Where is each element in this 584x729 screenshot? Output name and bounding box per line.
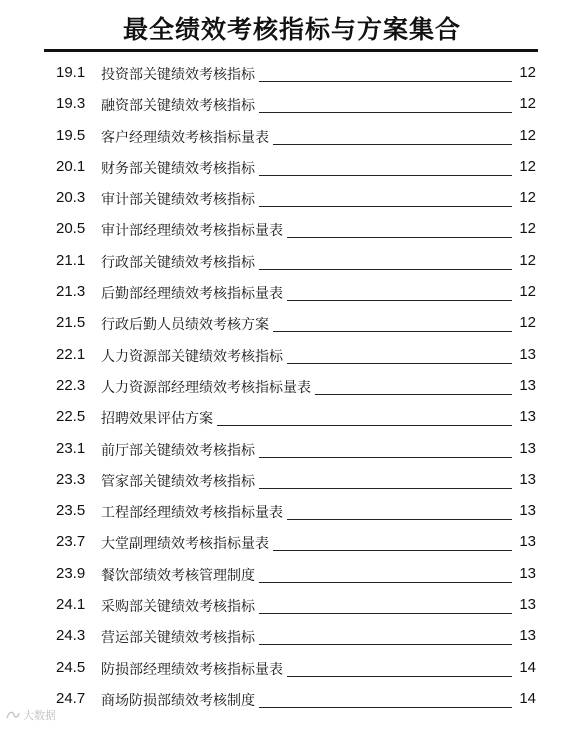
toc-entry-label: 前厅部关键绩效考核指标: [101, 442, 255, 459]
toc-entry-label: 审计部关键绩效考核指标: [101, 192, 255, 209]
document-title: 最全绩效考核指标与方案集合: [122, 15, 461, 44]
toc-leader-line: [259, 582, 512, 583]
toc-entry-number: 22.5: [56, 408, 86, 426]
toc-entry[interactable]: [0, 308, 584, 339]
toc-entry-page: 13: [519, 564, 536, 582]
toc-entry-number: 23.7: [56, 533, 86, 551]
toc-entry-page: 13: [519, 408, 536, 426]
toc-entry-label: 管家部关键绩效考核指标: [101, 473, 255, 490]
toc-entry-page: 12: [519, 251, 536, 269]
toc-entry-number: 21.1: [56, 251, 86, 269]
toc-entry-label: 防损部经理绩效考核指标量表: [101, 661, 283, 678]
toc-entry-number: 24.5: [56, 658, 86, 676]
toc-entry-page: 13: [519, 596, 536, 614]
toc-entry[interactable]: [0, 89, 584, 120]
toc-leader-line: [259, 81, 512, 82]
toc-entry-number: 20.3: [56, 189, 86, 207]
toc-entry-number: 20.1: [56, 157, 86, 175]
toc-entry-page: 13: [519, 345, 536, 363]
toc-entry-label: 招聘效果评估方案: [101, 411, 213, 428]
toc-entry[interactable]: [0, 214, 584, 245]
toc-entry-label: 人力资源部关键绩效考核指标: [101, 348, 283, 365]
toc-entry[interactable]: [0, 496, 584, 527]
toc-entry-label: 财务部关键绩效考核指标: [101, 160, 255, 177]
table-of-contents: [0, 58, 584, 715]
toc-leader-line: [259, 488, 512, 489]
toc-entry[interactable]: [0, 183, 584, 214]
toc-leader-line: [287, 519, 512, 520]
toc-leader-line: [315, 394, 512, 395]
toc-entry-page: 12: [519, 95, 536, 113]
toc-entry[interactable]: [0, 277, 584, 308]
toc-entry-page: 12: [519, 189, 536, 207]
toc-entry[interactable]: [0, 434, 584, 465]
toc-leader-line: [287, 300, 512, 301]
toc-entry-label: 客户经理绩效考核指标量表: [101, 129, 269, 146]
toc-entry[interactable]: [0, 340, 584, 371]
toc-entry-page: 13: [519, 502, 536, 520]
toc-leader-line: [217, 425, 512, 426]
toc-leader-line: [259, 644, 512, 645]
toc-entry[interactable]: [0, 684, 584, 715]
toc-entry-page: 12: [519, 64, 536, 81]
toc-leader-line: [273, 331, 512, 332]
toc-entry-label: 采购部关键绩效考核指标: [101, 599, 255, 616]
toc-entry-number: 19.1: [56, 64, 86, 81]
toc-leader-line: [287, 237, 512, 238]
toc-entry-page: 12: [519, 126, 536, 144]
toc-entry[interactable]: [0, 621, 584, 652]
toc-entry-number: 23.5: [56, 502, 86, 520]
toc-entry-page: 12: [519, 220, 536, 238]
toc-entry-label: 大堂副理绩效考核指标量表: [101, 536, 269, 553]
toc-leader-line: [259, 269, 512, 270]
toc-leader-line: [259, 457, 512, 458]
toc-entry-number: 22.3: [56, 376, 86, 394]
toc-leader-line: [259, 206, 512, 207]
toc-entry-label: 人力资源部经理绩效考核指标量表: [101, 379, 311, 396]
toc-entry-number: 24.7: [56, 689, 86, 707]
toc-leader-line: [259, 613, 512, 614]
toc-entry[interactable]: [0, 246, 584, 277]
toc-entry-label: 投资部关键绩效考核指标: [101, 67, 255, 83]
toc-entry-page: 13: [519, 376, 536, 394]
toc-entry-page: 13: [519, 627, 536, 645]
toc-entry-number: 21.3: [56, 283, 86, 301]
toc-entry-label: 后勤部经理绩效考核指标量表: [101, 286, 283, 303]
toc-entry[interactable]: [0, 465, 584, 496]
toc-entry-number: 24.1: [56, 596, 86, 614]
toc-entry-number: 21.5: [56, 314, 86, 332]
toc-leader-line: [259, 112, 512, 113]
toc-entry[interactable]: [0, 121, 584, 152]
toc-entry[interactable]: [0, 371, 584, 402]
watermark-text: 大数据: [23, 709, 56, 722]
watermark: [6, 707, 56, 723]
toc-entry-number: 19.3: [56, 95, 86, 113]
toc-entry-page: 13: [519, 470, 536, 488]
toc-leader-line: [287, 676, 512, 677]
toc-entry[interactable]: [0, 58, 584, 89]
toc-leader-line: [259, 175, 512, 176]
toc-entry-label: 餐饮部绩效考核管理制度: [101, 567, 255, 584]
toc-entry-number: 23.3: [56, 470, 86, 488]
toc-entry-label: 工程部经理绩效考核指标量表: [101, 505, 283, 522]
toc-entry[interactable]: [0, 527, 584, 558]
toc-entry-label: 融资部关键绩效考核指标: [101, 98, 255, 115]
toc-entry-number: 23.9: [56, 564, 86, 582]
title-rule: [44, 49, 538, 52]
toc-leader-line: [273, 144, 512, 145]
toc-entry-number: 19.5: [56, 126, 86, 144]
toc-entry-label: 营运部关键绩效考核指标: [101, 630, 255, 647]
toc-leader-line: [259, 707, 512, 708]
toc-entry-page: 12: [519, 157, 536, 175]
toc-entry-label: 行政部关键绩效考核指标: [101, 254, 255, 271]
toc-entry-page: 12: [519, 283, 536, 301]
toc-entry-number: 22.1: [56, 345, 86, 363]
toc-entry-label: 商场防损部绩效考核制度: [101, 692, 255, 709]
toc-entry[interactable]: [0, 559, 584, 590]
toc-leader-line: [287, 363, 512, 364]
logo-icon: [6, 709, 20, 721]
toc-entry[interactable]: [0, 653, 584, 684]
toc-entry-page: 14: [519, 658, 536, 676]
toc-entry-label: 行政后勤人员绩效考核方案: [101, 317, 269, 334]
toc-entry-number: 24.3: [56, 627, 86, 645]
toc-entry[interactable]: [0, 590, 584, 621]
toc-leader-line: [273, 550, 512, 551]
toc-entry-label: 审计部经理绩效考核指标量表: [101, 223, 283, 240]
toc-entry[interactable]: [0, 152, 584, 183]
toc-entry-number: 20.5: [56, 220, 86, 238]
toc-entry-page: 12: [519, 314, 536, 332]
toc-entry-page: 13: [519, 533, 536, 551]
toc-entry-page: 13: [519, 439, 536, 457]
toc-entry[interactable]: [0, 402, 584, 433]
toc-entry-page: 14: [519, 689, 536, 707]
toc-entry-number: 23.1: [56, 439, 86, 457]
